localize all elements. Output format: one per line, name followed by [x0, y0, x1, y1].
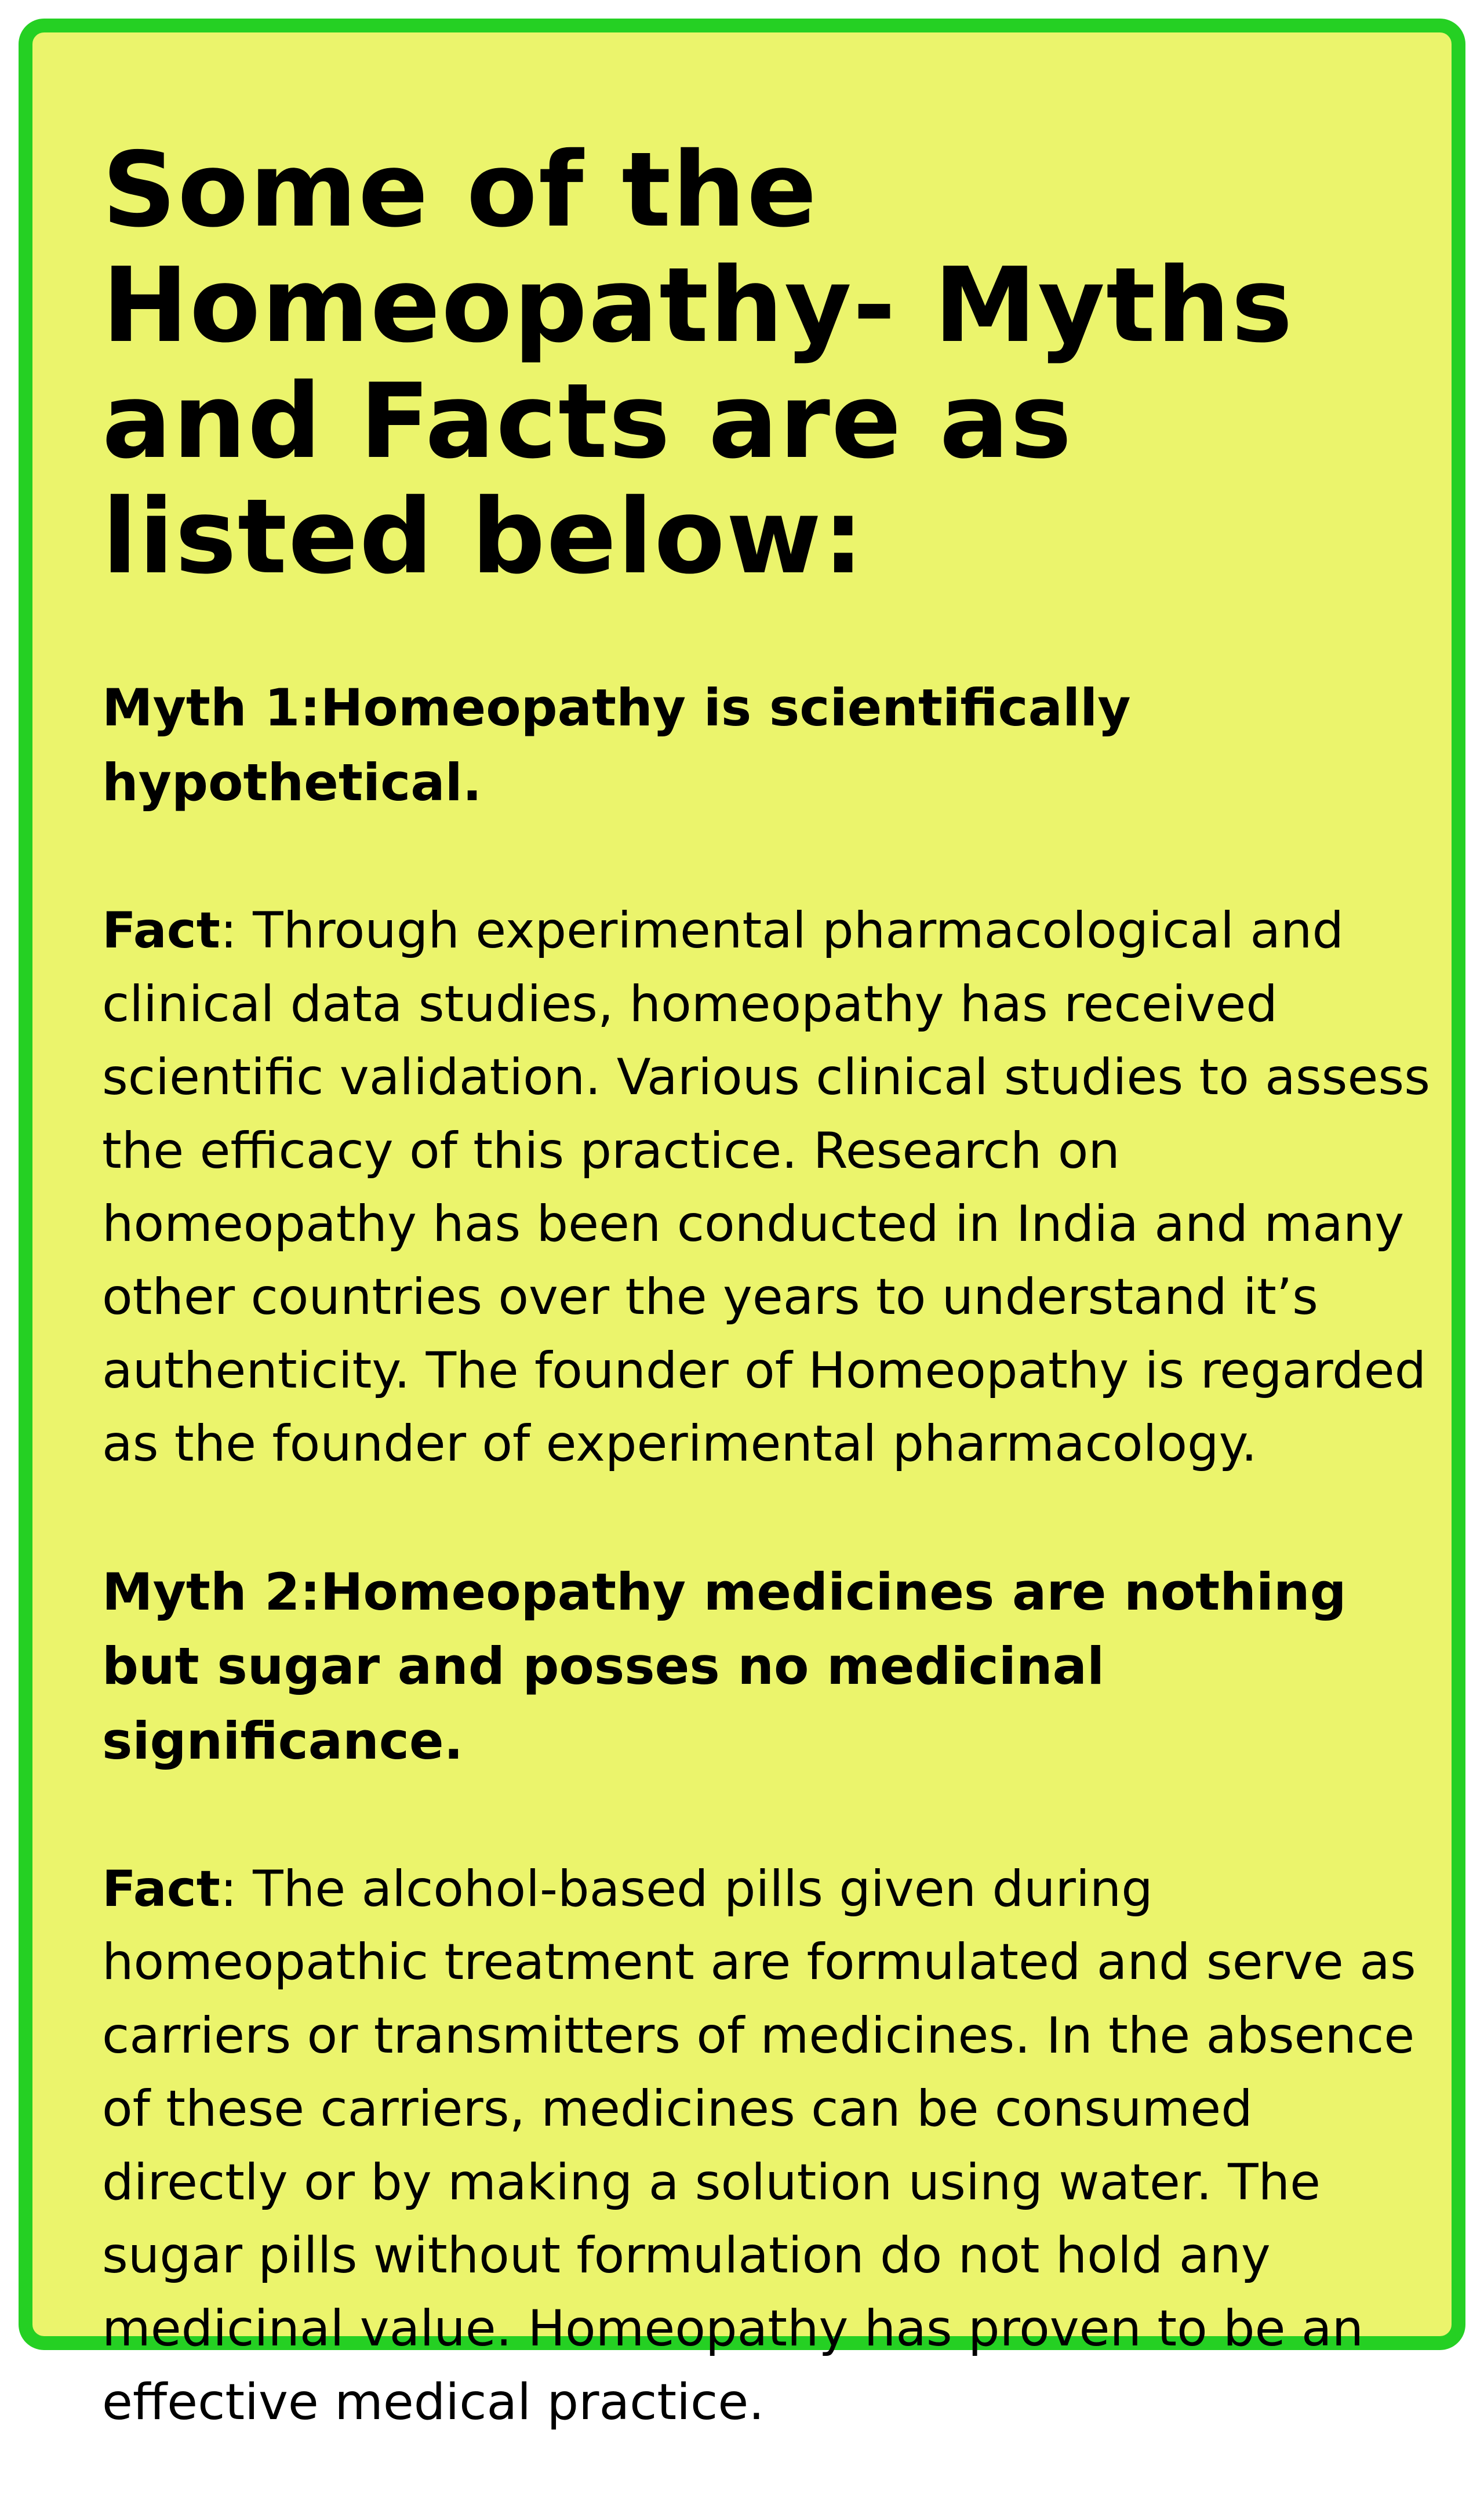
- fact-1-paragraph: [102, 894, 1435, 1480]
- fact-2-label: Fact: [102, 1860, 220, 1919]
- page-title: Some of the Homeopathy- Myths and Facts are as listed below:: [102, 130, 1294, 597]
- fact-1-label: Fact: [102, 902, 220, 960]
- myth-2-heading: Myth 2:Homeopathy medicines are nothing but sugar and posses no medicinal significance.: [102, 1561, 1347, 1771]
- card-content: [102, 132, 1435, 2513]
- myths-facts-card: [19, 19, 1465, 2431]
- fact-2-text: : The alcohol-based pills given during homeopathic treatment are formulated and serve as carriers or transmitters of medicines. In the absence of these carriers, medicines can be consumed directly or by making a solution using water. The sugar pills without formulation do not hold any medicinal value. Homeopathy has proven to be an effective medical practice.: [102, 1860, 1416, 2431]
- fact-2-paragraph: [102, 1853, 1435, 2439]
- fact-1-text: : Through experimental pharmacological and clinical data studies, homeopathy has received scientific validation. Various clinical studies to assess the efficacy of this practice. Research on homeopathy has been conducted in India and many other countries over the years to understand it’s authenticity. The founder of Homeopathy is regarded as the founder of experimental pharmacology.: [102, 902, 1431, 1473]
- myth-1-heading: Myth 1:Homeopathy is scientifically hypothetical.: [102, 678, 1131, 812]
